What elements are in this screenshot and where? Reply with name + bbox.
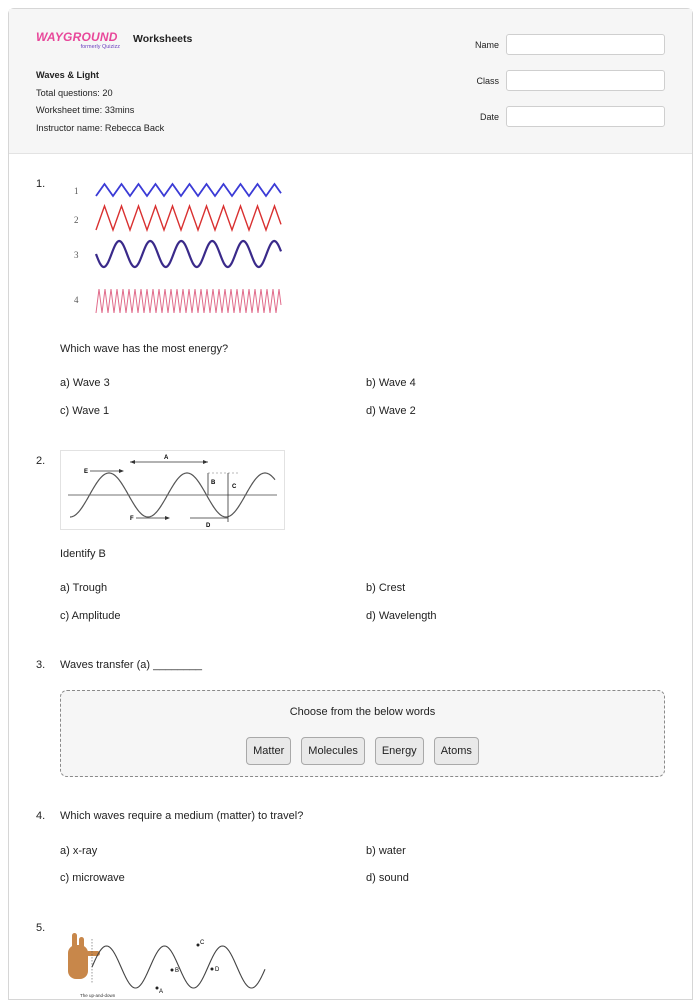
option-letter: a) <box>60 845 70 857</box>
option-text: microwave <box>72 872 125 884</box>
label-d: D <box>206 523 211 529</box>
point-d <box>211 968 214 971</box>
waves-figure <box>66 172 285 324</box>
word-chips <box>61 737 664 765</box>
worksheet-meta <box>36 67 164 137</box>
label-e: E <box>84 469 89 475</box>
question-number: 4. <box>36 810 46 822</box>
label-f: F <box>130 516 134 522</box>
option-b[interactable] <box>366 582 405 594</box>
option-text: Wavelength <box>378 610 437 622</box>
option-a[interactable] <box>60 845 97 857</box>
wave-anatomy-figure <box>60 450 285 530</box>
worksheet-name: Waves & Light <box>36 70 99 80</box>
wave-label-3: 3 <box>74 250 79 260</box>
option-c[interactable] <box>60 405 109 417</box>
option-text: Crest <box>378 582 406 594</box>
option-d[interactable] <box>366 405 416 417</box>
question-text: Which waves require a medium (matter) to travel? <box>60 810 304 822</box>
figure-caption: The up-and-down <box>80 993 116 998</box>
option-b[interactable] <box>366 845 406 857</box>
worksheet-time: Worksheet time: 33mins <box>36 105 135 116</box>
logo-text: WAYGROUND <box>36 30 118 44</box>
name-label: Name <box>474 39 499 50</box>
option-letter: b) <box>366 377 376 389</box>
option-b[interactable] <box>366 377 416 389</box>
label-a: A <box>159 989 164 995</box>
wayground-logo <box>36 31 128 51</box>
string-wave <box>92 946 265 988</box>
label-d: D <box>215 967 220 973</box>
option-text: x-ray <box>72 845 98 857</box>
word-chip-atoms[interactable]: Atoms <box>434 737 479 765</box>
option-text: Amplitude <box>71 610 121 622</box>
option-text: water <box>378 845 406 857</box>
word-chip-matter[interactable]: Matter <box>246 737 291 765</box>
option-c[interactable] <box>60 872 125 884</box>
option-a[interactable] <box>60 582 107 594</box>
option-letter: d) <box>366 405 376 417</box>
date-input[interactable] <box>506 106 665 127</box>
word-chip-energy[interactable]: Energy <box>375 737 424 765</box>
name-input[interactable] <box>506 34 665 55</box>
name-field-row <box>449 34 665 55</box>
option-text: Wave 4 <box>378 377 416 389</box>
question-text: Which wave has the most energy? <box>60 343 229 355</box>
total-questions: Total questions: 20 <box>36 87 113 98</box>
worksheet-header <box>9 9 692 154</box>
class-label: Class <box>476 75 499 86</box>
option-letter: c) <box>60 405 70 417</box>
instructor-name: Instructor name: Rebecca Back <box>36 122 165 133</box>
option-letter: d) <box>366 610 376 622</box>
option-a[interactable] <box>60 377 110 389</box>
option-text: Trough <box>72 582 108 594</box>
point-b <box>171 969 174 972</box>
class-field-row <box>449 70 665 91</box>
question-text: Waves transfer (a) ________ <box>60 659 203 671</box>
date-label: Date <box>479 111 499 122</box>
worksheet-page <box>8 8 693 1000</box>
option-text: Wave 1 <box>72 405 110 417</box>
class-input[interactable] <box>506 70 665 91</box>
question-number: 3. <box>36 659 46 671</box>
option-letter: a) <box>60 582 70 594</box>
question-text: Identify B <box>60 548 106 560</box>
option-letter: a) <box>60 377 70 389</box>
label-a: A <box>164 455 169 461</box>
wave-label-4: 4 <box>74 295 79 305</box>
question-number: 1. <box>36 178 46 190</box>
label-b: B <box>175 968 180 974</box>
word-chip-molecules[interactable]: Molecules <box>301 737 365 765</box>
option-letter: c) <box>60 872 70 884</box>
date-field-row <box>449 106 665 127</box>
wave-label-2: 2 <box>74 215 79 225</box>
option-text: sound <box>378 872 409 884</box>
hand-icon <box>68 933 100 979</box>
option-letter: b) <box>366 582 376 594</box>
option-text: Wave 3 <box>72 377 110 389</box>
option-letter: d) <box>366 872 376 884</box>
option-d[interactable] <box>366 872 409 884</box>
option-letter: b) <box>366 845 376 857</box>
brand <box>36 31 192 51</box>
word-bank <box>60 690 665 777</box>
word-bank-title: Choose from the below words <box>289 706 436 718</box>
option-letter: c) <box>60 610 70 622</box>
label-c: C <box>232 484 237 490</box>
hand-wave-figure <box>60 927 270 998</box>
label-c: C <box>200 940 205 946</box>
option-c[interactable] <box>60 610 121 622</box>
option-text: Wave 2 <box>378 405 416 417</box>
question-number: 2. <box>36 455 46 467</box>
option-d[interactable] <box>366 610 437 622</box>
app-title: Worksheets <box>133 33 193 45</box>
label-b: B <box>211 480 216 486</box>
question-number: 5. <box>36 922 46 934</box>
logo-subtext: formerly Quizizz <box>80 44 120 50</box>
wave-label-1: 1 <box>74 186 79 196</box>
